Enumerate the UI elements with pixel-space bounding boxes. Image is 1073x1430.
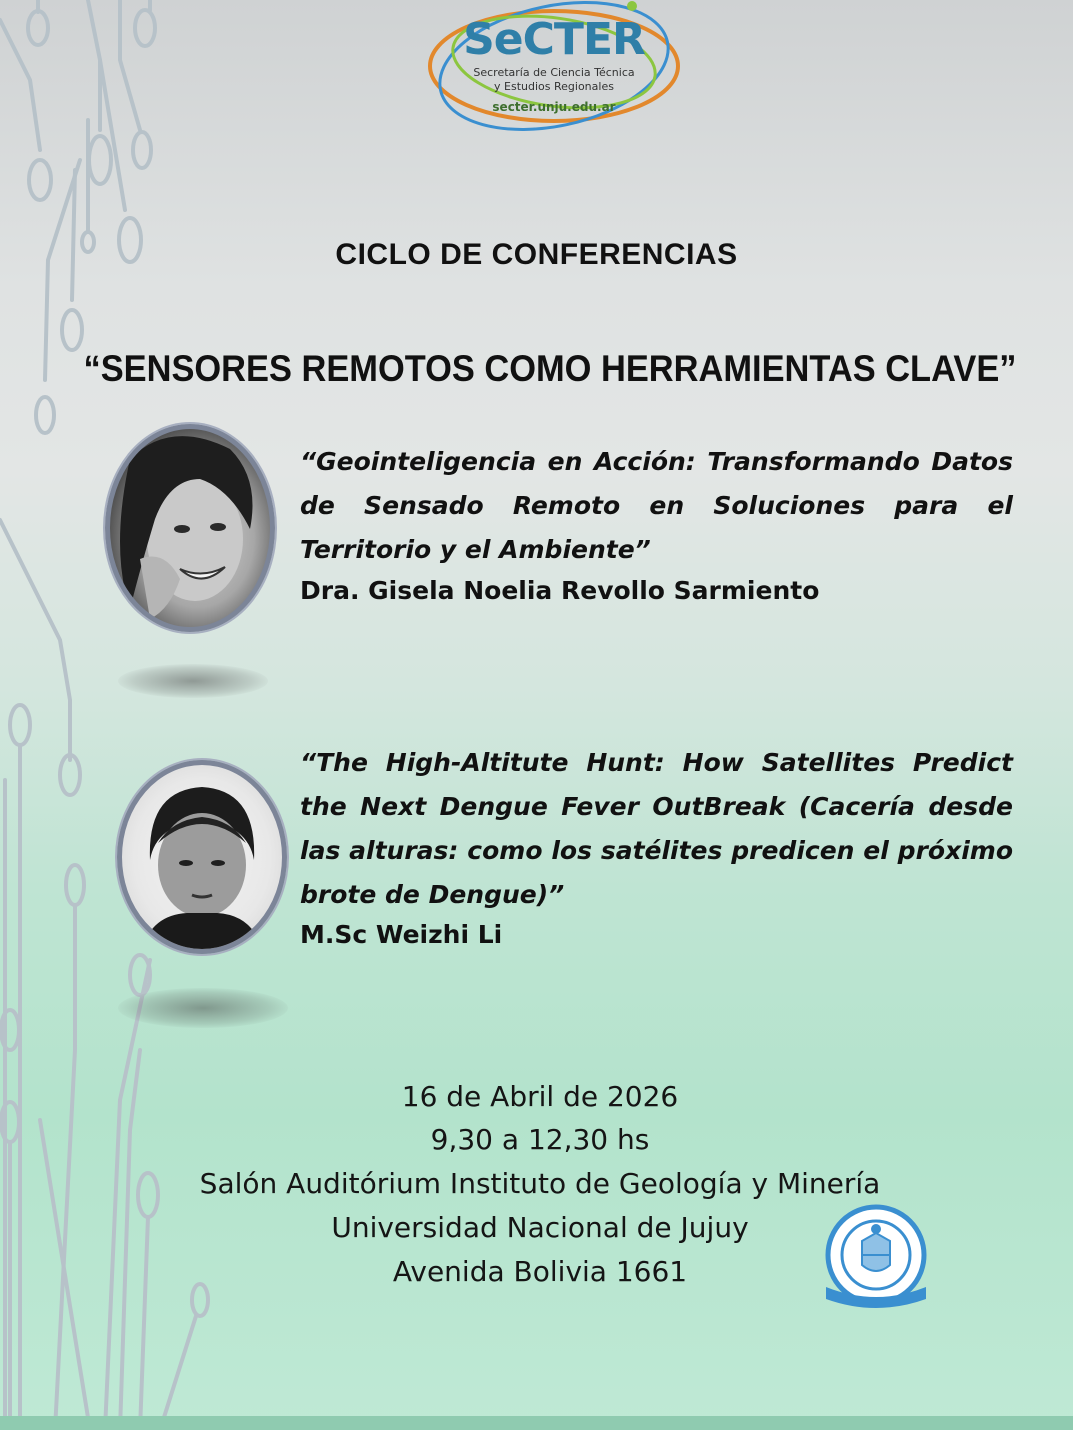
main-title: “SENSORES REMOTOS COMO HERRAMIENTAS CLAVE” xyxy=(83,348,1017,389)
person-portrait-icon xyxy=(122,765,282,949)
talk-1-title: “Geointeligencia en Acción: Transformando Datos de Sensado Remoto en Soluciones para el Territorio y el Ambiente” xyxy=(300,447,1013,564)
cycle-title: CICLO DE CONFERENCIAS xyxy=(335,238,738,271)
talk-2-title: “The High-Altitute Hunt: How Satellites Predict the Next Dengue Fever OutBreak (Cacería desde las alturas: como los satélites predicen el próximo brote de Dengue)” xyxy=(300,748,1013,909)
talk-1-speaker: Dra. Gisela Noelia Revollo Sarmiento xyxy=(300,576,820,605)
talk-2-speaker: M.Sc Weizhi Li xyxy=(300,920,503,949)
event-time: 9,30 a 12,30 hs xyxy=(430,1123,650,1156)
speaker-2-photo xyxy=(117,760,287,954)
event-institution: Universidad Nacional de Jujuy xyxy=(331,1211,749,1244)
logo-subtitle-line2: y Estudios Regionales xyxy=(494,80,614,93)
bottom-band xyxy=(0,1416,1073,1430)
event-date: 16 de Abril de 2026 xyxy=(401,1080,679,1113)
speaker-1-photo xyxy=(105,424,275,632)
university-seal-icon xyxy=(822,1203,930,1313)
event-address: Avenida Bolivia 1661 xyxy=(392,1255,688,1288)
logo-acronym: SeCTER xyxy=(463,14,645,65)
person-portrait-icon xyxy=(110,429,270,627)
logo-url: secter.unju.edu.ar xyxy=(492,100,616,114)
secter-logo xyxy=(424,0,684,134)
speaker-2-shadow xyxy=(118,988,288,1028)
speaker-1-shadow xyxy=(118,664,268,698)
event-venue: Salón Auditórium Instituto de Geología y Minería xyxy=(199,1167,881,1200)
logo-subtitle-line1: Secretaría de Ciencia Técnica xyxy=(473,66,635,79)
